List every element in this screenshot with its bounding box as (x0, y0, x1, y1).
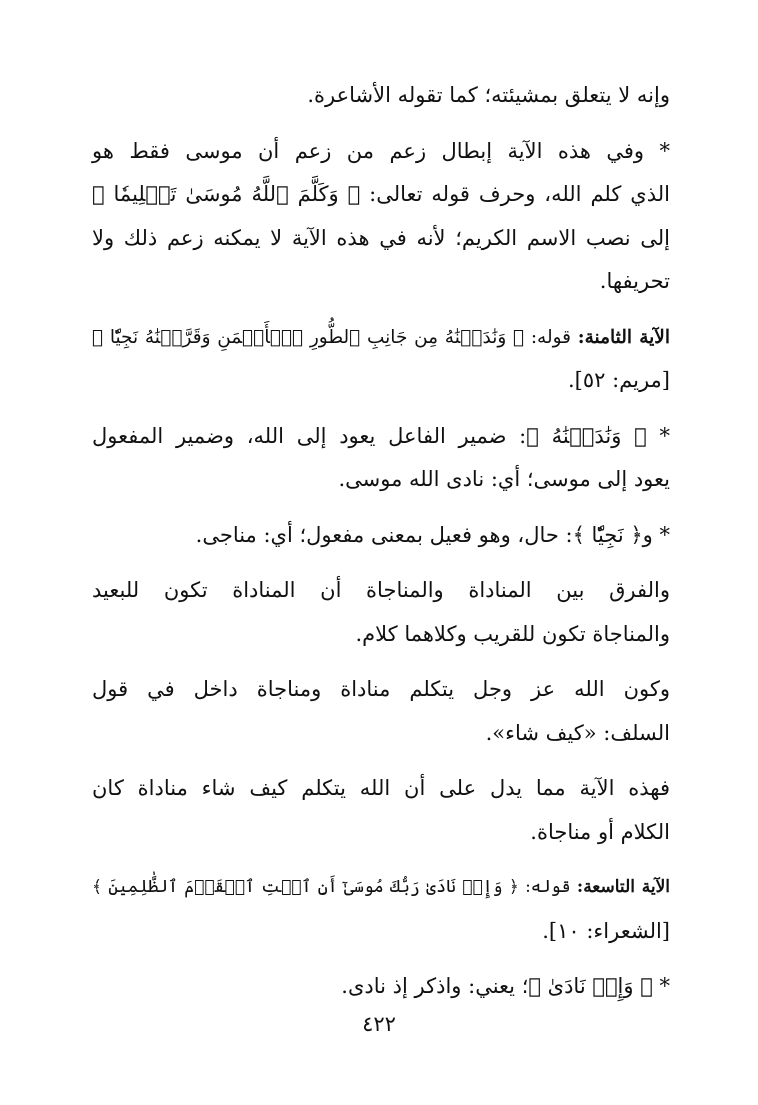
paragraph (92, 965, 670, 1009)
text-line: السلف: «كيف شاء». (485, 720, 670, 745)
text-line: فهذه الآية مما يدل على أن الله يتكلم كيف شاء مناداة كان (92, 776, 670, 800)
text-line: [الشعراء: ١٠]. (542, 918, 670, 943)
paragraph (92, 415, 670, 502)
page-number: ٤٢٢ (362, 1012, 396, 1036)
text-line: تحريفها. (599, 269, 670, 293)
text-line (92, 316, 670, 360)
paragraph (92, 767, 670, 854)
text-line (92, 866, 670, 910)
text-line: وكون الله عز وجل يتكلم مناداة ومناجاة داخل في قول (92, 677, 670, 701)
text-line: * وفي هذه الآية إبطال زعم من زعم أن موسى فقط هو (92, 138, 670, 163)
text-line: [مريم: ٥٢]. (567, 368, 670, 392)
text-line: والفرق بين المناداة والمناجاة أن المناداة تكون للبعيد (92, 578, 670, 602)
text-line: يعود إلى موسى؛ أي: نادى الله موسى. (338, 467, 670, 491)
text-line: الكلام أو مناجاة. (530, 819, 670, 844)
text-line: إلى نصب الاسم الكريم؛ لأنه في هذه الآية لا يمكنه زعم ذلك ولا (92, 225, 670, 250)
paragraph (92, 316, 670, 403)
page-body (92, 74, 670, 1021)
verse-text: قوله: ﴿ وَنَٰدَيۡنَٰهُ مِن جَانِبِ ٱلطُّورِ ٱلۡأَيۡمَنِ وَقَرَّبۡنَٰهُ نَجِيّٗا ﴾ (92, 326, 572, 348)
paragraph (92, 74, 670, 118)
text-line: وإنه لا يتعلق بمشيئته؛ كما تقوله الأشاعرة. (307, 83, 670, 107)
text-line: * ﴿ وَإِذۡ نَادَىٰ ﴾؛ يعني: واذكر إذ نادى. (341, 974, 670, 998)
paragraph (92, 130, 670, 304)
paragraph (92, 569, 670, 656)
paragraph (92, 514, 670, 558)
paragraph (92, 668, 670, 755)
verse-heading: الآية التاسعة: (576, 877, 671, 897)
paragraph (92, 866, 670, 953)
text-line: والمناجاة تكون للقريب وكلاهما كلام. (355, 621, 670, 646)
text-line: * و﴿ نَجِيّٗا ﴾: حال، وهو فعيل بمعنى مفعول؛ أي: مناجى. (195, 522, 670, 547)
verse-text: قوله: ﴿ وَإِذۡ نَادَىٰ رَبُّكَ مُوسَىٰٓ أَنِ ٱئۡتِ ٱلۡقَوۡمَ ٱلظَّٰلِمِينَ ﴾ (92, 877, 571, 897)
verse-heading: الآية الثامنة: (577, 326, 670, 348)
text-line: * ﴿ وَنَٰدَيۡنَٰهُ ﴾: ضمير الفاعل يعود إلى الله، وضمير المفعول (92, 423, 670, 448)
text-line: الذي كلم الله، وحرف قوله تعالى: ﴿ وَكَلَّمَ ٱللَّهُ مُوسَىٰ تَكۡلِيمٗا ﴾ (92, 182, 670, 206)
